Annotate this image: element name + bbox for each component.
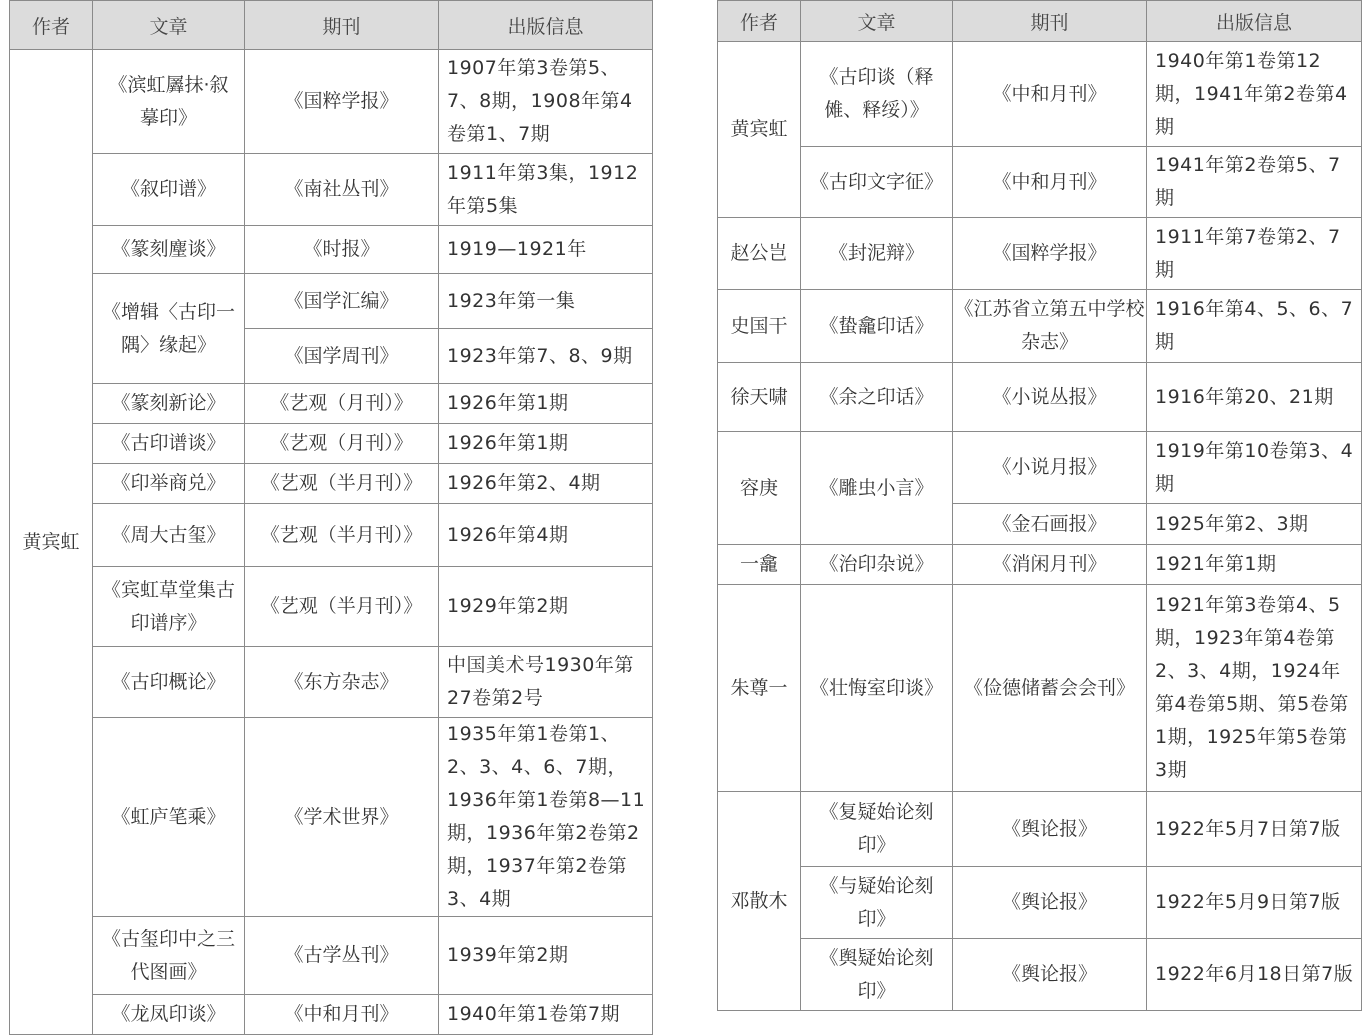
article-cell: 《封泥辩》 [801, 218, 953, 290]
header-article: 文章 [93, 1, 245, 50]
journal-cell: 《消闲月刊》 [953, 545, 1147, 585]
author-cell: 容庚 [718, 432, 801, 545]
author-cell: 史国干 [718, 290, 801, 363]
pubinfo-cell: 1911年第3集，1912年第5集 [439, 154, 653, 226]
table-row [718, 432, 1362, 504]
pubinfo-cell: 1921年第1期 [1147, 545, 1362, 585]
journal-cell: 《俭德储蓄会会刊》 [953, 585, 1147, 792]
article-cell: 《雕虫小言》 [801, 432, 953, 545]
header-pubinfo: 出版信息 [439, 1, 653, 50]
author-cell: 徐天啸 [718, 363, 801, 432]
pubinfo-cell: 1941年第2卷第5、7期 [1147, 147, 1362, 218]
pubinfo-cell: 1939年第2期 [439, 917, 653, 995]
journal-cell: 《艺观（半月刊）》 [245, 567, 439, 647]
table-row [718, 545, 1362, 585]
header-journal: 期刊 [953, 1, 1147, 42]
pubinfo-cell: 1921年第3卷第4、5期，1923年第4卷第2、3、4期，1924年第4卷第5期、第5卷第1期，1925年第5卷第3期 [1147, 585, 1362, 792]
article-cell: 《龙凤印谈》 [93, 995, 245, 1035]
table-header-row [718, 1, 1362, 42]
pubinfo-cell: 1916年第20、21期 [1147, 363, 1362, 432]
pubinfo-cell: 1929年第2期 [439, 567, 653, 647]
journal-cell: 《中和月刊》 [245, 995, 439, 1035]
journal-cell: 《艺观（月刊）》 [245, 384, 439, 424]
journal-cell: 《艺观（月刊）》 [245, 424, 439, 464]
pubinfo-cell: 1940年第1卷第7期 [439, 995, 653, 1035]
journal-cell: 《中和月刊》 [953, 42, 1147, 147]
pubinfo-cell: 1922年5月9日第7版 [1147, 867, 1362, 939]
pubinfo-cell: 1922年6月18日第7版 [1147, 939, 1362, 1011]
table-row [10, 50, 653, 154]
table-row [718, 792, 1362, 867]
pubinfo-cell: 1922年5月7日第7版 [1147, 792, 1362, 867]
table-row [718, 585, 1362, 792]
pubinfo-cell: 1923年第一集 [439, 274, 653, 329]
table-row [10, 917, 653, 995]
article-cell: 《与疑始论刻印》 [801, 867, 953, 939]
journal-cell: 《舆论报》 [953, 792, 1147, 867]
pubinfo-cell: 1926年第4期 [439, 504, 653, 567]
journal-cell: 《南社丛刊》 [245, 154, 439, 226]
article-cell: 《篆刻新论》 [93, 384, 245, 424]
article-cell: 《周大古玺》 [93, 504, 245, 567]
pubinfo-cell: 1926年第1期 [439, 424, 653, 464]
journal-cell: 《东方杂志》 [245, 647, 439, 718]
journal-cell: 《小说月报》 [953, 432, 1147, 504]
journal-cell: 《国学周刊》 [245, 329, 439, 384]
article-cell: 《余之印话》 [801, 363, 953, 432]
table-row [718, 939, 1362, 1011]
table-row [10, 154, 653, 226]
publications-table-right [717, 0, 1362, 1011]
article-cell: 《虹庐笔乘》 [93, 718, 245, 917]
journal-cell: 《中和月刊》 [953, 147, 1147, 218]
article-cell: 《治印杂说》 [801, 545, 953, 585]
pubinfo-cell: 1919年第10卷第3、4期 [1147, 432, 1362, 504]
article-cell: 《增辑〈古印一隅〉缘起》 [93, 274, 245, 384]
header-author: 作者 [718, 1, 801, 42]
table-row [718, 147, 1362, 218]
journal-cell: 《国粹学报》 [245, 50, 439, 154]
header-journal: 期刊 [245, 1, 439, 50]
table-row [10, 424, 653, 464]
journal-cell: 《艺观（半月刊）》 [245, 464, 439, 504]
article-cell: 《壮悔室印谈》 [801, 585, 953, 792]
article-cell: 《古印概论》 [93, 647, 245, 718]
author-cell: 赵公岂 [718, 218, 801, 290]
publications-table-left [9, 0, 653, 1035]
article-cell: 《印举商兑》 [93, 464, 245, 504]
table-row [718, 42, 1362, 147]
journal-cell: 《学术世界》 [245, 718, 439, 917]
author-cell: 朱尊一 [718, 585, 801, 792]
journal-cell: 《时报》 [245, 226, 439, 274]
author-cell: 黄宾虹 [10, 50, 93, 1035]
article-cell: 《古玺印中之三代图画》 [93, 917, 245, 995]
journal-cell: 《舆论报》 [953, 939, 1147, 1011]
article-cell: 《蛰龕印话》 [801, 290, 953, 363]
author-cell: 邓散木 [718, 792, 801, 1011]
pubinfo-cell: 1935年第1卷第1、2、3、4、6、7期，1936年第1卷第8—11期，1936年第2卷第2期，1937年第2卷第3、4期 [439, 718, 653, 917]
article-cell: 《古印谱谈》 [93, 424, 245, 464]
journal-cell: 《舆论报》 [953, 867, 1147, 939]
author-cell: 一龕 [718, 545, 801, 585]
header-author: 作者 [10, 1, 93, 50]
pubinfo-cell: 中国美术号1930年第27卷第2号 [439, 647, 653, 718]
pubinfo-cell: 1911年第7卷第2、7期 [1147, 218, 1362, 290]
pubinfo-cell: 1940年第1卷第12期，1941年第2卷第4期 [1147, 42, 1362, 147]
pubinfo-cell: 1925年第2、3期 [1147, 504, 1362, 545]
journal-cell: 《小说丛报》 [953, 363, 1147, 432]
table-row [718, 218, 1362, 290]
article-cell: 《滨虹羼抹·叙摹印》 [93, 50, 245, 154]
article-cell: 《篆刻麈谈》 [93, 226, 245, 274]
article-cell: 《复疑始论刻印》 [801, 792, 953, 867]
pubinfo-cell: 1926年第1期 [439, 384, 653, 424]
article-cell: 《宾虹草堂集古印谱序》 [93, 567, 245, 647]
table-header-row [10, 1, 653, 50]
table-row [10, 718, 653, 917]
header-pubinfo: 出版信息 [1147, 1, 1362, 42]
pubinfo-cell: 1919—1921年 [439, 226, 653, 274]
table-row [10, 464, 653, 504]
table-row [10, 995, 653, 1035]
article-cell: 《古印文字征》 [801, 147, 953, 218]
table-row [10, 647, 653, 718]
header-article: 文章 [801, 1, 953, 42]
article-cell: 《古印谈（释傩、释绥）》 [801, 42, 953, 147]
table-row [10, 274, 653, 329]
table-row [10, 567, 653, 647]
pubinfo-cell: 1923年第7、8、9期 [439, 329, 653, 384]
journal-cell: 《金石画报》 [953, 504, 1147, 545]
table-row [10, 226, 653, 274]
pubinfo-cell: 1926年第2、4期 [439, 464, 653, 504]
table-row [718, 867, 1362, 939]
table-row [10, 504, 653, 567]
author-cell: 黄宾虹 [718, 42, 801, 218]
journal-cell: 《古学丛刊》 [245, 917, 439, 995]
pubinfo-cell: 1907年第3卷第5、7、8期，1908年第4卷第1、7期 [439, 50, 653, 154]
article-cell: 《舆疑始论刻印》 [801, 939, 953, 1011]
pubinfo-cell: 1916年第4、5、6、7期 [1147, 290, 1362, 363]
journal-cell: 《艺观（半月刊）》 [245, 504, 439, 567]
table-row [10, 384, 653, 424]
journal-cell: 《江苏省立第五中学校杂志》 [953, 290, 1147, 363]
journal-cell: 《国粹学报》 [953, 218, 1147, 290]
journal-cell: 《国学汇编》 [245, 274, 439, 329]
table-row [718, 363, 1362, 432]
article-cell: 《叙印谱》 [93, 154, 245, 226]
table-row [718, 290, 1362, 363]
